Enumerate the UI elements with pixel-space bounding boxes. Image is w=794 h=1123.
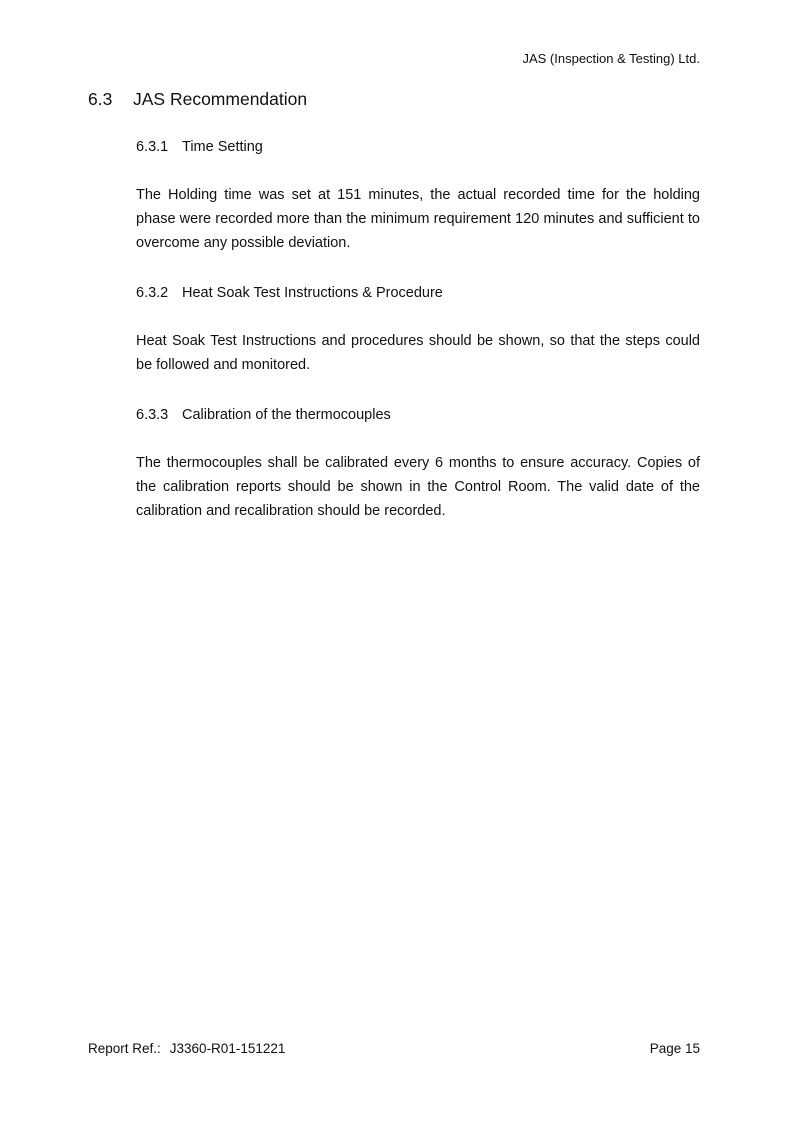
company-name: JAS (Inspection & Testing) Ltd. <box>522 51 700 66</box>
subsection-heat-soak-procedure <box>136 285 700 377</box>
subsection-heading <box>136 285 700 302</box>
section-title: JAS Recommendation <box>133 89 308 109</box>
report-ref-value: J3360-R01-151221 <box>169 1041 286 1056</box>
report-reference <box>88 1040 285 1057</box>
subsection-title: Time Setting <box>182 139 263 155</box>
page-number: Page 15 <box>649 1041 700 1056</box>
subsection-number: 6.3.1 <box>136 139 169 155</box>
subsection-title: Calibration of the thermocouples <box>182 407 391 423</box>
page-content <box>0 88 794 523</box>
report-ref-label: Report Ref.: <box>88 1041 161 1056</box>
subsection-number: 6.3.2 <box>136 285 169 301</box>
page-footer <box>88 1040 700 1057</box>
subsection-heading <box>136 139 700 156</box>
subsection-title: Heat Soak Test Instructions & Procedure <box>182 285 443 301</box>
subsection-thermocouple-calibration <box>136 407 700 523</box>
section-number: 6.3 <box>88 89 113 109</box>
subsection-time-setting <box>136 139 700 255</box>
subsection-paragraph: Heat Soak Test Instructions and procedures should be shown, so that the steps could be followed and monitored. <box>136 333 700 373</box>
subsection-paragraph: The Holding time was set at 151 minutes, the actual recorded time for the holding phase were recorded more than the minimum requirement 120 minutes and sufficient to overcome any possible deviation. <box>136 187 700 251</box>
page-header <box>0 0 794 67</box>
section-body <box>88 139 700 523</box>
subsection-number: 6.3.3 <box>136 407 169 423</box>
section-heading <box>88 88 700 110</box>
subsection-paragraph: The thermocouples shall be calibrated every 6 months to ensure accuracy. Copies of the calibration reports should be shown in the Control Room. The valid date of the calibration and recalibration should be recorded. <box>136 455 700 519</box>
subsection-heading <box>136 407 700 424</box>
